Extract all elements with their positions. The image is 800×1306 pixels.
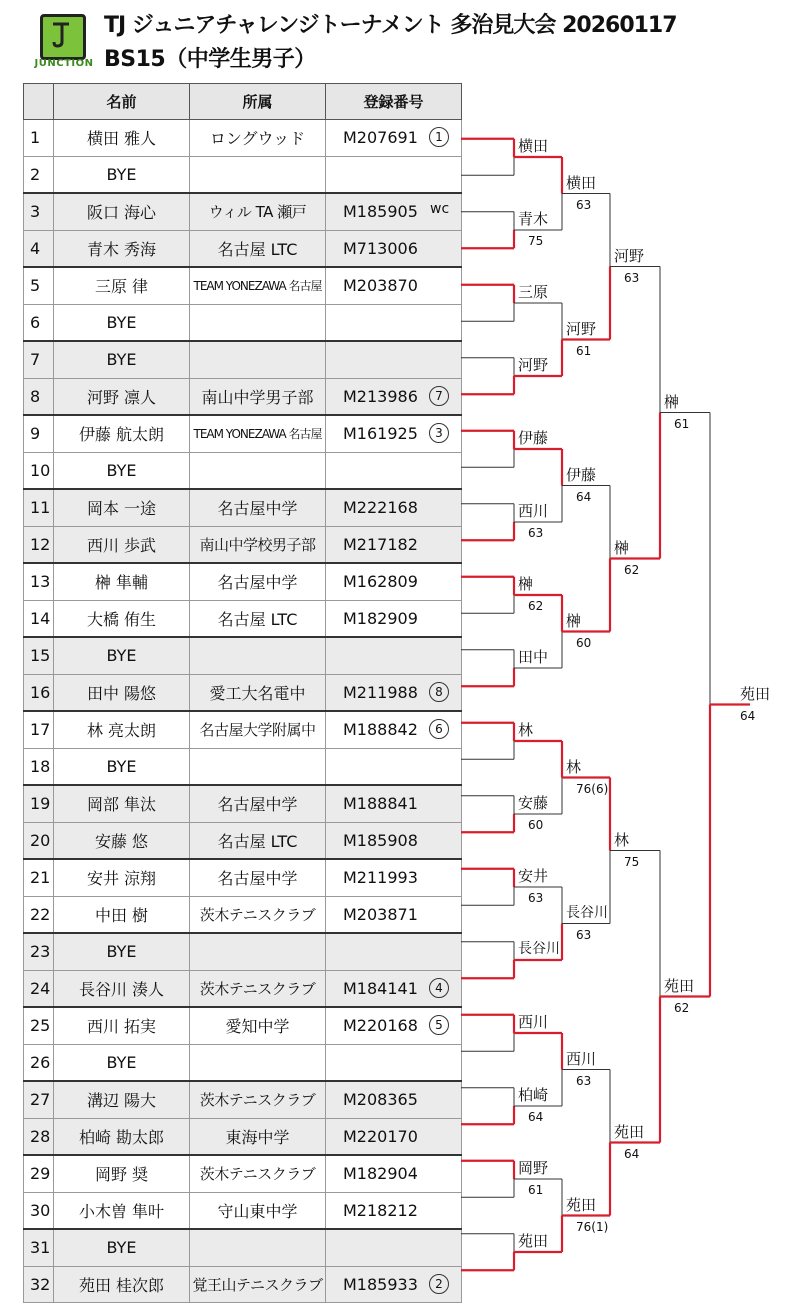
bracket-score: 61 — [528, 1183, 544, 1197]
bracket-score: 62 — [528, 599, 544, 613]
bracket-winner-name: 青木 — [518, 210, 549, 228]
bracket-score: 63 — [624, 270, 640, 285]
draw-number: 25 — [24, 1007, 54, 1044]
player-name: 溝辺 陽大 — [54, 1081, 190, 1118]
player-name: 西川 拓実 — [54, 1007, 190, 1044]
player-name: 河野 凛人 — [54, 378, 190, 415]
draw-number: 19 — [24, 785, 54, 822]
draw-number: 30 — [24, 1192, 54, 1229]
player-club: 茨木テニスクラブ — [190, 970, 326, 1007]
registration-number: M222168 — [343, 498, 418, 518]
registration-number: M213986 — [343, 386, 418, 406]
bracket-winner-name: 榊 — [614, 538, 630, 557]
seed-mark: 6 — [429, 719, 449, 739]
registration-number: M211988 — [343, 682, 418, 702]
bracket-winner-name: 西川 — [566, 1049, 597, 1068]
bracket-winner-name: 安藤 — [518, 794, 549, 812]
bracket-winner-name: 榊 — [664, 392, 680, 411]
draw-number: 10 — [24, 452, 54, 489]
bracket-winner-name: 柏崎 — [518, 1086, 549, 1104]
draw-number: 12 — [24, 526, 54, 563]
registration-number: M184141 — [343, 978, 418, 998]
bracket-winner-name: 伊藤 — [566, 465, 597, 484]
bracket-winner-name: 苑田 — [614, 1122, 645, 1141]
draw-number: 29 — [24, 1155, 54, 1192]
draw-number: 22 — [24, 896, 54, 933]
player-name: 長谷川 湊人 — [54, 970, 190, 1007]
player-name: 伊藤 航太朗 — [54, 415, 190, 452]
player-name: 安井 涼翔 — [54, 859, 190, 896]
draw-number: 2 — [24, 156, 54, 193]
player-club: 東海中学 — [190, 1118, 326, 1155]
bracket-score: 63 — [576, 1073, 592, 1088]
player-club: TEAM YONEZAWA 名古屋 — [190, 415, 326, 452]
bracket-winner-name: 横田 — [518, 137, 549, 155]
player-name: 苑田 桂次郎 — [54, 1266, 190, 1303]
draw-number: 16 — [24, 674, 54, 711]
bracket-score: 76(1) — [576, 1219, 609, 1234]
player-club: 名古屋 LTC — [190, 600, 326, 637]
player-club: 茨木テニスクラブ — [190, 1155, 326, 1192]
draw-number: 20 — [24, 822, 54, 859]
bracket-winner-name: 岡野 — [518, 1159, 549, 1177]
player-name: 柏崎 勘太郎 — [54, 1118, 190, 1155]
player-club: ウィル TA 瀬戸 — [190, 193, 326, 230]
registration-number: M217182 — [343, 534, 418, 554]
draw-number: 13 — [24, 563, 54, 600]
bracket-score: 61 — [576, 343, 592, 358]
col-header-name: 名前 — [54, 84, 190, 120]
registration-number: M162809 — [343, 572, 418, 592]
registration-number: M203870 — [343, 276, 418, 296]
page-title: TJ ジュニアチャレンジトーナメント 多治見大会 20260117 — [104, 13, 677, 38]
registration-number: M713006 — [343, 238, 418, 258]
bracket-score: 62 — [624, 562, 640, 577]
draw-number: 4 — [24, 230, 54, 267]
bracket-winner-name: 苑田 — [740, 684, 771, 703]
bracket-winner-name: 河野 — [566, 319, 597, 338]
player-club: 愛工大名電中 — [190, 674, 326, 711]
bracket-winner-name: 安井 — [518, 867, 549, 885]
bracket-winner-name: 榊 — [566, 611, 582, 630]
player-club: 南山中学校男子部 — [190, 526, 326, 563]
draw-number: 18 — [24, 748, 54, 785]
draw-number: 28 — [24, 1118, 54, 1155]
bracket-winner-name: 西川 — [518, 1013, 549, 1031]
col-header-club: 所属 — [190, 84, 326, 120]
bracket-winner-name: 林 — [518, 721, 534, 739]
draw-number: 15 — [24, 637, 54, 674]
registration-number: M207691 — [343, 128, 418, 148]
player-club: 覚王山テニスクラブ — [190, 1266, 326, 1303]
bracket-score: 61 — [674, 416, 690, 431]
draw-number: 23 — [24, 933, 54, 970]
player-name: 田中 陽悠 — [54, 674, 190, 711]
player-name: 三原 律 — [54, 267, 190, 304]
draw-number: 11 — [24, 489, 54, 526]
player-name: BYE — [54, 933, 190, 970]
registration-number: M220170 — [343, 1126, 418, 1146]
player-name: BYE — [54, 341, 190, 378]
draw-number: 32 — [24, 1266, 54, 1303]
bracket-winner-name: 苑田 — [566, 1195, 597, 1214]
player-name: 榊 隼輔 — [54, 563, 190, 600]
player-club: ロングウッド — [190, 120, 326, 157]
player-club: 茨木テニスクラブ — [190, 1081, 326, 1118]
registration-number: M220168 — [343, 1016, 418, 1036]
page-subtitle: BS15（中学生男子） — [104, 47, 316, 72]
player-name: BYE — [54, 452, 190, 489]
player-club: 名古屋中学 — [190, 785, 326, 822]
player-club: 愛知中学 — [190, 1007, 326, 1044]
player-club: 南山中学男子部 — [190, 378, 326, 415]
draw-number: 6 — [24, 304, 54, 341]
player-club: 名古屋中学 — [190, 489, 326, 526]
bracket-winner-name: 長谷川 — [518, 941, 560, 957]
bracket-score: 62 — [674, 1000, 690, 1015]
player-name: 阪口 海心 — [54, 193, 190, 230]
bracket-winner-name: 三原 — [518, 283, 549, 301]
bracket-winner-name: 苑田 — [518, 1232, 549, 1250]
player-club: 名古屋中学 — [190, 859, 326, 896]
wildcard-mark: wc — [430, 201, 450, 217]
draw-number: 8 — [24, 378, 54, 415]
player-name: BYE — [54, 156, 190, 193]
player-name: BYE — [54, 1229, 190, 1266]
seed-mark: 7 — [429, 386, 449, 406]
seed-mark: 2 — [429, 1274, 449, 1294]
registration-number: M203871 — [343, 904, 418, 924]
player-name: 小木曽 隼叶 — [54, 1192, 190, 1229]
registration-number: M182904 — [343, 1164, 418, 1184]
player-club: 守山東中学 — [190, 1192, 326, 1229]
player-name: 岡部 隼汰 — [54, 785, 190, 822]
col-header-reg: 登録番号 — [326, 84, 462, 120]
draw-number: 27 — [24, 1081, 54, 1118]
bracket-score: 75 — [528, 234, 544, 248]
bracket-winner-name: 苑田 — [664, 976, 695, 995]
bracket-winner-name: 林 — [566, 757, 582, 776]
player-name: BYE — [54, 637, 190, 674]
bracket-score: 64 — [576, 489, 592, 504]
bracket-score: 63 — [528, 526, 544, 540]
bracket-winner-name: 西川 — [518, 502, 549, 520]
bracket-score: 63 — [576, 927, 592, 942]
bracket-score: 64 — [740, 708, 756, 723]
bracket-score: 60 — [576, 635, 592, 650]
player-name: 林 亮太朗 — [54, 711, 190, 748]
registration-number: M185908 — [343, 830, 418, 850]
draw-number: 17 — [24, 711, 54, 748]
player-club: 名古屋大学附属中 — [190, 711, 326, 748]
player-club: 茨木テニスクラブ — [190, 896, 326, 933]
player-club: TEAM YONEZAWA 名古屋 — [190, 267, 326, 304]
player-club: 名古屋中学 — [190, 563, 326, 600]
registration-number: M188841 — [343, 794, 418, 814]
draw-number: 26 — [24, 1044, 54, 1081]
player-name: BYE — [54, 1044, 190, 1081]
bracket-score: 76(6) — [576, 781, 609, 796]
logo-text: JUNCTION — [34, 58, 94, 69]
player-name: BYE — [54, 748, 190, 785]
bracket-score: 75 — [624, 854, 640, 869]
player-name: 中田 樹 — [54, 896, 190, 933]
player-name: 大橋 侑生 — [54, 600, 190, 637]
registration-number: M218212 — [343, 1200, 418, 1220]
player-name: 岡野 奨 — [54, 1155, 190, 1192]
player-name: 岡本 一途 — [54, 489, 190, 526]
bracket-winner-name: 榊 — [518, 575, 534, 593]
seed-mark: 3 — [429, 423, 449, 443]
player-name: 西川 歩武 — [54, 526, 190, 563]
bracket-score: 63 — [576, 197, 592, 212]
bracket-winner-name: 伊藤 — [518, 429, 549, 447]
registration-number: M182909 — [343, 608, 418, 628]
bracket-winner-name: 河野 — [518, 356, 549, 374]
registration-number: M185933 — [343, 1274, 418, 1294]
bracket-score: 64 — [528, 1110, 544, 1124]
bracket-winner-name: 横田 — [566, 173, 597, 192]
registration-number: M185905 — [343, 202, 418, 222]
registration-number: M188842 — [343, 720, 418, 740]
player-club: 名古屋 LTC — [190, 230, 326, 267]
seed-mark: 5 — [429, 1015, 449, 1035]
draw-number: 7 — [24, 341, 54, 378]
seed-mark: 4 — [429, 978, 449, 998]
bracket-score: 60 — [528, 818, 544, 832]
bracket-score: 64 — [624, 1146, 640, 1161]
draw-number: 31 — [24, 1229, 54, 1266]
bracket-winner-name: 長谷川 — [566, 904, 608, 921]
seed-mark: 1 — [429, 127, 449, 147]
player-name: BYE — [54, 304, 190, 341]
draw-number: 9 — [24, 415, 54, 452]
bracket-winner-name: 河野 — [614, 246, 645, 265]
registration-number: M211993 — [343, 868, 418, 888]
player-club: 名古屋 LTC — [190, 822, 326, 859]
draw-number: 1 — [24, 120, 54, 157]
bracket-score: 63 — [528, 891, 544, 905]
draw-number: 5 — [24, 267, 54, 304]
draw-number: 14 — [24, 600, 54, 637]
registration-number: M161925 — [343, 424, 418, 444]
bracket-winner-name: 田中 — [518, 648, 549, 666]
draw-number: 3 — [24, 193, 54, 230]
player-name: 安藤 悠 — [54, 822, 190, 859]
registration-number: M208365 — [343, 1090, 418, 1110]
draw-number: 21 — [24, 859, 54, 896]
bracket-winner-name: 林 — [614, 830, 630, 849]
draw-number: 24 — [24, 970, 54, 1007]
player-name: 青木 秀海 — [54, 230, 190, 267]
player-name: 横田 雅人 — [54, 120, 190, 157]
seed-mark: 8 — [429, 682, 449, 702]
